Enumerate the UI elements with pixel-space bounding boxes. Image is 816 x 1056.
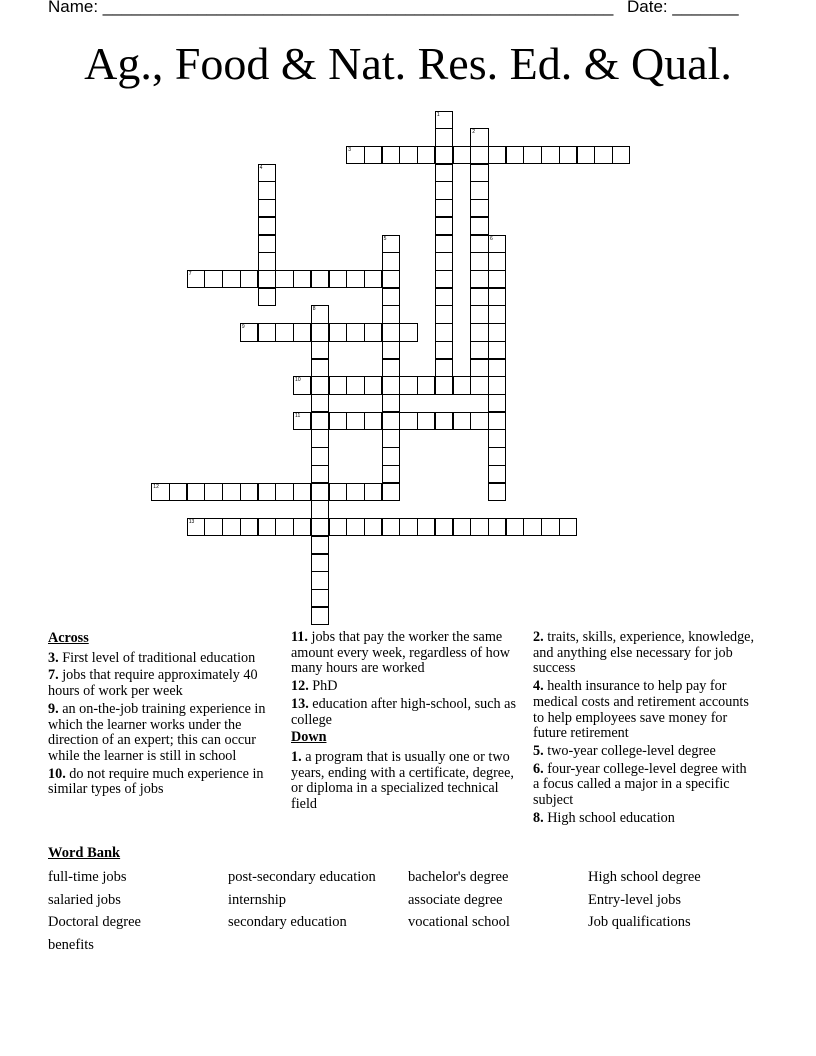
crossword-cell[interactable] [399,146,417,164]
crossword-cell[interactable] [488,359,506,377]
crossword-cell[interactable] [470,518,488,536]
crossword-cell[interactable] [488,146,506,164]
crossword-cell[interactable] [346,146,364,164]
crossword-cell[interactable] [311,359,329,377]
crossword-cell[interactable] [204,518,222,536]
crossword-cell[interactable] [240,270,258,288]
crossword-cell[interactable] [204,270,222,288]
crossword-cell[interactable] [577,146,595,164]
crossword-cell[interactable] [488,341,506,359]
crossword-cell[interactable] [293,518,311,536]
crossword-cell[interactable] [346,376,364,394]
crossword-cell[interactable] [293,376,311,394]
crossword-cell[interactable] [311,394,329,412]
crossword-cell[interactable] [470,270,488,288]
across-heading: Across [48,630,89,646]
crossword-cell[interactable] [169,483,187,501]
crossword-cell[interactable] [275,518,293,536]
crossword-cell[interactable] [222,518,240,536]
crossword-cell[interactable] [329,518,347,536]
crossword-cell[interactable] [151,483,169,501]
crossword-cell[interactable] [311,465,329,483]
crossword-cell[interactable] [470,235,488,253]
clue-down-6: 6. four-year college-level degree with a focus called a major in a specific subject [533,760,747,809]
clue-number: 6 [489,235,493,242]
clue-number: 13 [188,519,195,526]
clue-across-11: 11. jobs that pay the worker the same amount every week, regardless of how many hours are worked [291,629,511,677]
crossword-cell[interactable] [240,518,258,536]
crossword-cell[interactable] [293,483,311,501]
crossword-cell[interactable] [187,518,205,536]
crossword-cell[interactable] [311,536,329,554]
crossword-cell[interactable] [364,376,382,394]
crossword-cell[interactable] [311,429,329,447]
crossword-cell[interactable] [435,412,453,430]
crossword-cell[interactable] [470,146,488,164]
crossword-cell[interactable] [399,323,417,341]
clue-number: 11 [295,412,301,419]
crossword-cell[interactable] [311,341,329,359]
crossword-cell[interactable] [382,447,400,465]
crossword-cell[interactable] [329,376,347,394]
crossword-cell[interactable] [488,465,506,483]
crossword-cell[interactable] [311,589,329,607]
crossword-cell[interactable] [417,518,435,536]
crossword-cell[interactable] [311,554,329,572]
crossword-cell[interactable] [470,181,488,199]
word-bank-item: associate degree [408,892,503,908]
crossword-cell[interactable] [488,412,506,430]
crossword-cell[interactable] [435,111,453,129]
crossword-cell[interactable] [488,518,506,536]
crossword-cell[interactable] [488,235,506,253]
word-bank-title: Word Bank [48,845,121,861]
crossword-cell[interactable] [311,607,329,625]
crossword-cell[interactable] [488,323,506,341]
crossword-cell[interactable] [488,376,506,394]
crossword-cell[interactable] [258,270,276,288]
crossword-cell[interactable] [222,483,240,501]
crossword-cell[interactable] [329,270,347,288]
crossword-cell[interactable] [435,252,453,270]
crossword-cell[interactable] [258,217,276,235]
crossword-cell[interactable] [488,288,506,306]
crossword-cell[interactable] [346,323,364,341]
crossword-cell[interactable] [382,341,400,359]
crossword-cell[interactable] [488,270,506,288]
crossword-cell[interactable] [435,323,453,341]
clue-down-4: 4. health insurance to help pay for medical costs and retirement accounts to help employees save money for future retirement [533,678,749,742]
crossword-cell[interactable] [275,270,293,288]
crossword-cell[interactable] [435,164,453,182]
crossword-cell[interactable] [382,252,400,270]
crossword-cell[interactable] [293,270,311,288]
crossword-cell[interactable] [311,500,329,518]
crossword-cell[interactable] [559,146,577,164]
crossword-cell[interactable] [346,412,364,430]
crossword-cell[interactable] [258,235,276,253]
clue-number: 9 [241,324,245,331]
crossword-cell[interactable] [204,483,222,501]
crossword-cell[interactable] [435,217,453,235]
crossword-cell[interactable] [435,270,453,288]
crossword-cell[interactable] [488,483,506,501]
crossword-cell[interactable] [311,483,329,501]
clue-number: 4 [259,164,263,171]
clues-column-1 [48,630,273,800]
word-bank-item: Entry-level jobs [588,892,682,908]
crossword-cell[interactable] [382,235,400,253]
crossword-cell[interactable] [435,518,453,536]
crossword-cell[interactable] [559,518,577,536]
crossword-cell[interactable] [594,146,612,164]
clue-down-8: 8. High school education [533,809,675,826]
word-bank-item: post-secondary education [228,869,376,885]
crossword-cell[interactable] [311,376,329,394]
crossword-cell[interactable] [488,305,506,323]
clue-number: 8 [312,306,316,313]
clue-number: 1 [436,111,440,118]
page-title: Ag., Food & Nat. Res. Ed. & Qual. [84,38,732,89]
crossword-cell[interactable] [311,518,329,536]
crossword-cell[interactable] [382,376,400,394]
crossword-cell[interactable] [364,483,382,501]
crossword-cell[interactable] [506,146,524,164]
crossword-cell[interactable] [382,359,400,377]
crossword-cell[interactable] [470,217,488,235]
crossword-cell[interactable] [311,412,329,430]
crossword-cell[interactable] [470,252,488,270]
crossword-cell[interactable] [541,518,559,536]
crossword-cell[interactable] [453,146,471,164]
crossword-cell[interactable] [346,518,364,536]
crossword-cell[interactable] [187,270,205,288]
word-bank-item: bachelor's degree [408,869,509,885]
down-heading: Down [291,729,327,746]
crossword-cell[interactable] [399,518,417,536]
crossword-cell[interactable] [382,288,400,306]
crossword-cell[interactable] [187,483,205,501]
crossword-cell[interactable] [346,483,364,501]
clue-number: 10 [295,377,301,384]
crossword-cell[interactable] [435,359,453,377]
crossword-cell[interactable] [311,447,329,465]
clue-across-3: 3. First level of traditional education [48,649,256,666]
crossword-cell[interactable] [382,146,400,164]
crossword-cell[interactable] [275,323,293,341]
crossword-cell[interactable] [329,412,347,430]
crossword-cell[interactable] [453,412,471,430]
clue-across-9: 9. an on-the-job training experience in which the learner works under the direction of an expert; this can occur while the learner is still in school [48,700,266,764]
crossword-cell[interactable] [258,323,276,341]
crossword-cell[interactable] [364,323,382,341]
clues-column-3 [533,630,755,828]
crossword-cell[interactable] [311,270,329,288]
crossword-cell[interactable] [382,429,400,447]
clue-across-12: 12. PhD [291,678,338,695]
crossword-cell[interactable] [470,376,488,394]
crossword-cell[interactable] [488,429,506,447]
date-line: Date: _______ [627,0,739,16]
crossword-cell[interactable] [258,252,276,270]
crossword-cell[interactable] [470,128,488,146]
crossword-cell[interactable] [417,146,435,164]
crossword-cell[interactable] [612,146,630,164]
crossword-cell[interactable] [453,518,471,536]
word-bank-item: internship [228,892,286,908]
crossword-cell[interactable] [329,483,347,501]
crossword-cell[interactable] [311,323,329,341]
clue-number: 7 [188,270,192,277]
crossword-cell[interactable] [399,412,417,430]
crossword-cell[interactable] [435,235,453,253]
crossword-cell[interactable] [435,128,453,146]
crossword-cell[interactable] [470,341,488,359]
clue-number: 5 [383,235,387,242]
crossword-cell[interactable] [258,288,276,306]
crossword-cell[interactable] [293,412,311,430]
crossword-cell[interactable] [293,323,311,341]
crossword-cell[interactable] [382,394,400,412]
word-bank-item: Job qualifications [588,914,691,930]
crossword-cell[interactable] [382,518,400,536]
crossword-cell[interactable] [435,376,453,394]
crossword-cell[interactable] [399,376,417,394]
crossword-cell[interactable] [470,288,488,306]
crossword-cell[interactable] [382,483,400,501]
crossword-cell[interactable] [382,465,400,483]
crossword-cell[interactable] [240,483,258,501]
crossword-cell[interactable] [541,146,559,164]
crossword-cell[interactable] [222,270,240,288]
crossword-cell[interactable] [488,447,506,465]
crossword-cell[interactable] [523,146,541,164]
crossword-cell[interactable] [435,288,453,306]
word-bank-item: Doctoral degree [48,914,141,930]
crossword-cell[interactable] [488,394,506,412]
clue-number: 3 [348,146,351,153]
crossword-cell[interactable] [470,412,488,430]
crossword-cell[interactable] [470,199,488,217]
word-bank-item: secondary education [228,914,347,930]
crossword-cell[interactable] [329,323,347,341]
crossword-cell[interactable] [453,376,471,394]
crossword-cell[interactable] [382,305,400,323]
clue-across-13: 13. education after high-school, such as college [291,695,516,728]
crossword-cell[interactable] [470,359,488,377]
crossword-cell[interactable] [311,571,329,589]
crossword-cell[interactable] [435,305,453,323]
clue-number: 12 [153,483,159,490]
crossword-cell[interactable] [364,270,382,288]
word-bank-item: full-time jobs [48,869,127,885]
crossword-cell[interactable] [435,146,453,164]
crossword-cell[interactable] [470,164,488,182]
crossword-cell[interactable] [435,341,453,359]
clues-column-2 [291,630,523,815]
crossword-cell[interactable] [258,199,276,217]
word-bank-item: High school degree [588,869,701,885]
clue-across-7: 7. jobs that require approximately 40 hours of work per week [48,667,258,700]
crossword-cell[interactable] [382,323,400,341]
crossword-cell[interactable] [258,483,276,501]
crossword-cell[interactable] [382,270,400,288]
crossword-cell[interactable] [470,323,488,341]
crossword-cell[interactable] [275,483,293,501]
clue-across-10: 10. do not require much experience in similar types of jobs [48,765,264,798]
clue-down-5: 5. two-year college-level degree [533,742,716,759]
word-bank-item: benefits [48,937,94,953]
crossword-cell[interactable] [382,412,400,430]
clue-down-1: 1. a program that is usually one or two years, ending with a certificate, degree, or diploma in a specialized technical field [291,748,514,813]
clue-down-2: 2. traits, skills, experience, knowledge, and anything else necessary for job success [533,629,755,677]
name-line: Name: ______________________________________________________ [48,0,614,16]
crossword-cell[interactable] [364,412,382,430]
crossword-cell[interactable] [346,270,364,288]
crossword-cell[interactable] [258,181,276,199]
crossword-cell[interactable] [417,376,435,394]
crossword-cell[interactable] [364,146,382,164]
crossword-cell[interactable] [523,518,541,536]
crossword-cell[interactable] [417,412,435,430]
crossword-cell[interactable] [364,518,382,536]
crossword-cell[interactable] [435,181,453,199]
crossword-cell[interactable] [488,252,506,270]
crossword-cell[interactable] [311,305,329,323]
crossword-cell[interactable] [506,518,524,536]
word-bank-item: salaried jobs [48,892,121,908]
word-bank-item: vocational school [408,914,510,930]
crossword-cell[interactable] [435,199,453,217]
crossword-cell[interactable] [258,164,276,182]
crossword-cell[interactable] [470,305,488,323]
clue-number: 2 [472,129,476,136]
crossword-cell[interactable] [240,323,258,341]
crossword-cell[interactable] [258,518,276,536]
